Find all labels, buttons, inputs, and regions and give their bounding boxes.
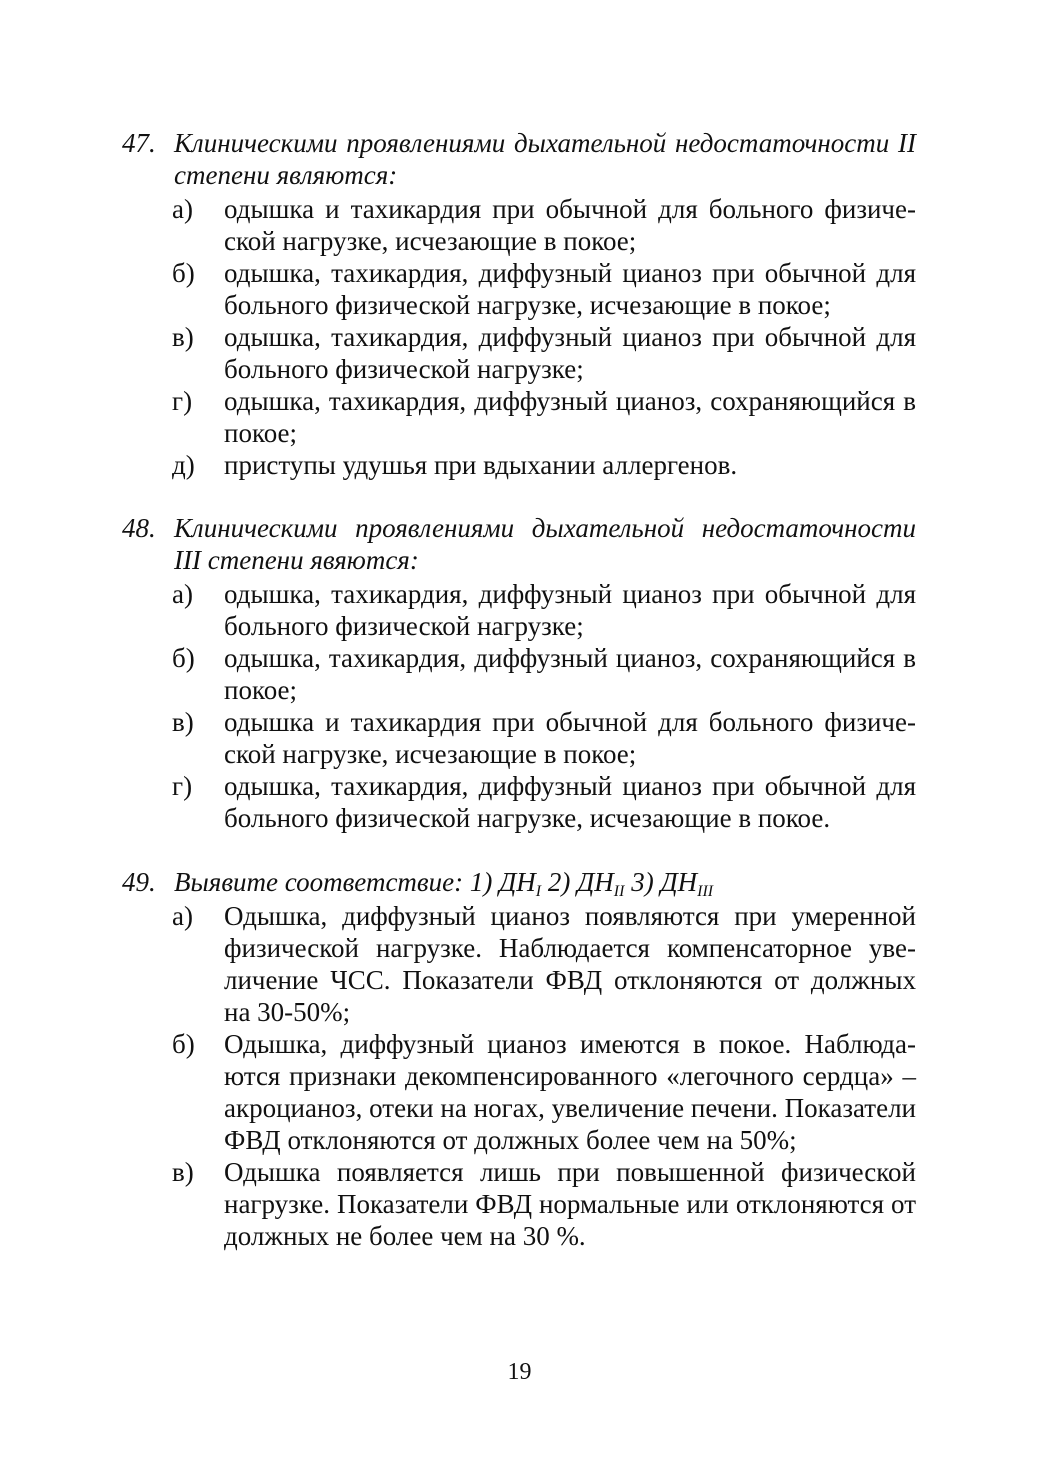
option-text: одышка, тахикардия, диффузный цианоз, сохраняющийся в покое; bbox=[224, 643, 916, 705]
answer-options bbox=[122, 578, 916, 834]
option-text: одышка, тахикардия, диффузный цианоз при обычной для больного физической нагрузке; bbox=[224, 322, 916, 384]
option-letter: б) bbox=[172, 258, 195, 288]
answer-option bbox=[122, 193, 916, 257]
question-text-mid-1: 2) ДН bbox=[541, 867, 614, 897]
question-text-mid-2: 3) ДН bbox=[624, 867, 698, 897]
option-letter: в) bbox=[172, 707, 194, 737]
option-letter: а) bbox=[172, 901, 193, 931]
question-number: 47. bbox=[122, 128, 156, 158]
question-48 bbox=[122, 512, 916, 834]
option-letter: в) bbox=[172, 1157, 194, 1187]
page-number: 19 bbox=[507, 1359, 532, 1385]
question-number: 48. bbox=[122, 513, 156, 543]
answer-option bbox=[122, 449, 916, 481]
answer-option bbox=[122, 900, 916, 1028]
option-text: одышка и тахикардия при обычной для больного физической нагрузке, исчезающие в покое; bbox=[224, 194, 916, 256]
answer-option bbox=[122, 706, 916, 770]
option-text: Одышка, диффузный цианоз имеются в покое. Наблюдаются признаки декомпенсированного «легочного сердца» – акроцианоз, отеки на ногах, увеличение печени. Показатели ФВД отклоняются от должных более чем на 50%; bbox=[224, 1029, 916, 1155]
option-text: одышка, тахикардия, диффузный цианоз при обычной для больного физической нагрузке, исчезающие в покое; bbox=[224, 258, 916, 320]
answer-option bbox=[122, 385, 916, 449]
question-heading bbox=[122, 512, 916, 576]
answer-option bbox=[122, 257, 916, 321]
option-text: одышка, тахикардия, диффузный цианоз при обычной для больного физической нагрузке, исчезающие в покое. bbox=[224, 771, 916, 833]
answer-option bbox=[122, 1028, 916, 1156]
option-letter: а) bbox=[172, 579, 193, 609]
answer-option bbox=[122, 642, 916, 706]
option-letter: б) bbox=[172, 643, 195, 673]
question-47 bbox=[122, 127, 916, 481]
question-49 bbox=[122, 866, 916, 1252]
subscript-degree-2: II bbox=[613, 883, 625, 900]
question-text bbox=[174, 867, 714, 900]
question-heading bbox=[122, 127, 916, 191]
answer-option bbox=[122, 1156, 916, 1252]
question-text: Клиническими проявлениями дыхательной недостаточности II степени являются: bbox=[174, 128, 916, 190]
option-letter: г) bbox=[172, 771, 193, 801]
answer-option bbox=[122, 578, 916, 642]
answer-options bbox=[122, 193, 916, 481]
option-text: одышка и тахикардия при обычной для больного физической нагрузке, исчезающие в покое; bbox=[224, 707, 916, 769]
question-heading bbox=[122, 866, 916, 898]
option-letter: в) bbox=[172, 322, 194, 352]
option-letter: а) bbox=[172, 194, 193, 224]
question-text-prefix: Выявите соответствие: 1) ДН bbox=[174, 867, 536, 897]
subscript-degree-1: I bbox=[535, 883, 542, 900]
option-text: приступы удушья при вдыхании аллергенов. bbox=[224, 450, 738, 480]
answer-options bbox=[122, 900, 916, 1252]
option-text: Одышка, диффузный цианоз появляются при умеренной физической нагрузке. Наблюдается компенсаторное увеличение ЧСС. Показатели ФВД отклоняются от должных на 30-50%; bbox=[224, 901, 916, 1027]
answer-option bbox=[122, 770, 916, 834]
option-text: одышка, тахикардия, диффузный цианоз при обычной для больного физической нагрузке; bbox=[224, 579, 916, 641]
option-letter: г) bbox=[172, 386, 193, 416]
option-text: одышка, тахикардия, диффузный цианоз, сохраняющийся в покое; bbox=[224, 386, 916, 448]
option-letter: б) bbox=[172, 1029, 195, 1059]
answer-option bbox=[122, 321, 916, 385]
option-text: Одышка появляется лишь при повышенной физической нагрузке. Показатели ФВД нормальные или отклоняются от должных не более чем на 30 %. bbox=[224, 1157, 916, 1251]
option-letter: д) bbox=[172, 450, 195, 480]
question-number: 49. bbox=[122, 867, 156, 897]
subscript-degree-3: III bbox=[697, 883, 714, 900]
question-text: Клиническими проявлениями дыхательной недостаточности III степени явяются: bbox=[174, 513, 916, 575]
